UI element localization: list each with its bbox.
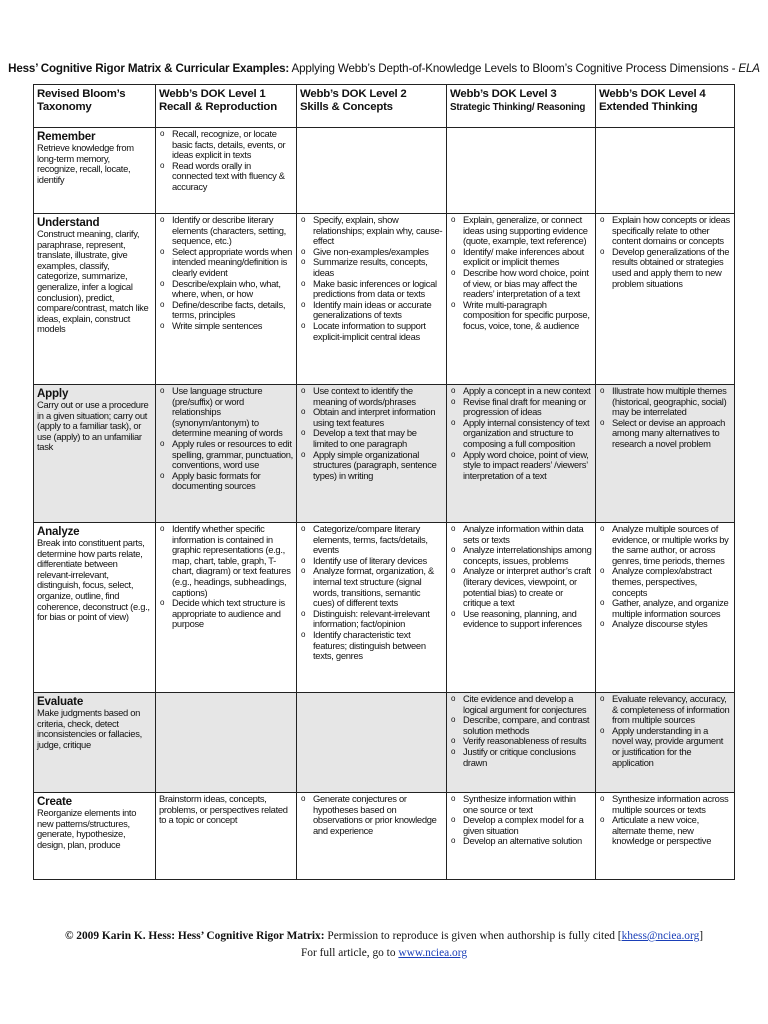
example-list: [159, 386, 293, 492]
example-list: [159, 524, 293, 630]
example-list: [450, 215, 592, 332]
bloom-cell: [34, 793, 156, 880]
list-item: o Write simple sentences: [159, 321, 293, 332]
example-list: [450, 524, 592, 630]
list-item: o Synthesize information across multiple sources or texts: [599, 794, 731, 815]
list-item: o Generate conjectures or hypotheses based on observations or prior knowledge and experience: [300, 794, 443, 836]
list-item: o Synthesize information within one source or text: [450, 794, 592, 815]
dok-level-2-cell: [297, 523, 447, 693]
header-cell: [34, 85, 156, 128]
header-line-2: Recall & Reproduction: [159, 101, 277, 113]
matrix-row-apply: [34, 385, 735, 523]
list-item: o Apply word choice, point of view, style to impact readers’ /viewers’ interpretation of a text: [450, 450, 592, 482]
list-item: o Analyze interrelationships among concepts, issues, problems: [450, 545, 592, 566]
list-item: o Describe/explain who, what, where, when, or how: [159, 279, 293, 300]
bloom-cell: [34, 214, 156, 385]
dok-level-2-cell: [297, 385, 447, 523]
dok-level-3-cell: [447, 385, 596, 523]
footer-line-2: [0, 945, 768, 962]
list-item: o Specify, explain, show relationships; explain why, cause-effect: [300, 215, 443, 247]
example-list: [300, 215, 443, 342]
example-list: [300, 794, 443, 836]
dok-level-2-cell: [297, 693, 447, 793]
dok-level-1-cell: [156, 385, 297, 523]
list-item: o Apply understanding in a novel way, provide argument or justification for the application: [599, 726, 731, 768]
matrix-row-create: [34, 793, 735, 880]
dok-level-3-cell: [447, 523, 596, 693]
list-item: o Make basic inferences or logical predictions from data or texts: [300, 279, 443, 300]
example-list: [300, 524, 443, 662]
dok-level-3-cell: [447, 128, 596, 214]
list-item: o Articulate a new voice, alternate theme, new knowledge or perspective: [599, 815, 731, 847]
list-item: o Apply simple organizational structures (paragraph, sentence types) in writing: [300, 450, 443, 482]
list-item: o Select appropriate words when intended meaning/definition is clearly evident: [159, 247, 293, 279]
dok-level-3-cell: [447, 793, 596, 880]
list-item: o Categorize/compare literary elements, terms, facts/details, events: [300, 524, 443, 556]
header-cell: [596, 85, 735, 128]
bloom-level-description: Carry out or use a procedure in a given situation; carry out (apply to a familiar task), or use (apply) to an unfamiliar task: [37, 399, 149, 453]
dok-level-4-cell: [596, 214, 735, 385]
example-list: [599, 694, 731, 768]
footer: [0, 928, 768, 962]
list-item: o Identify whether specific information is contained in graphic representations (e.g., map, chart, table, graph, T-chart, diagram) or text features (e.g., headings, subheadings, captions): [159, 524, 293, 598]
bloom-level-description: Retrieve knowledge from long-term memory, recognize, recall, locate, identify: [37, 142, 134, 185]
dok-level-3-cell: [447, 693, 596, 793]
bloom-level-name: Apply: [37, 387, 69, 400]
list-item: o Identify/ make inferences about explicit or implicit themes: [450, 247, 592, 268]
bloom-level-name: Create: [37, 795, 72, 808]
bloom-level-name: Remember: [37, 130, 96, 143]
list-item: o Cite evidence and develop a logical argument for conjectures: [450, 694, 592, 715]
dok-level-4-cell: [596, 523, 735, 693]
list-item: o Identify characteristic text features; distinguish between texts, genres: [300, 630, 443, 662]
list-item: o Develop a complex model for a given situation: [450, 815, 592, 836]
title-italic: ELA: [738, 62, 760, 75]
list-item: o Justify or critique conclusions drawn: [450, 747, 592, 768]
bloom-level-description: Construct meaning, clarify, paraphrase, represent, translate, illustrate, give examples, classify, categorize, summarize, generalize, infer a logical conclusion), predict, compare/contrast, match like ideas, explain, construct models: [37, 228, 149, 335]
matrix-row-analyze: [34, 523, 735, 693]
example-list: [599, 215, 731, 289]
dok-level-4-cell: [596, 693, 735, 793]
list-item: o Analyze multiple sources of evidence, or multiple works by the same author, or across genres, time periods, themes: [599, 524, 731, 566]
cell-text: Brainstorm ideas, concepts, problems, or perspectives related to a topic or concept: [159, 793, 288, 826]
dok-level-1-cell: [156, 523, 297, 693]
list-item: o Gather, analyze, and organize multiple information sources: [599, 598, 731, 619]
header-cell: [297, 85, 447, 128]
header-line-1: Webb’s DOK Level 4: [599, 88, 706, 100]
list-item: o Describe, compare, and contrast solution methods: [450, 715, 592, 736]
bloom-level-name: Evaluate: [37, 695, 84, 708]
bloom-cell: [34, 128, 156, 214]
list-item: o Use reasoning, planning, and evidence to support inferences: [450, 609, 592, 630]
bloom-cell: [34, 693, 156, 793]
matrix-row-evaluate: [34, 693, 735, 793]
title-text: Applying Webb’s Depth-of-Knowledge Levels to Bloom’s Cognitive Process Dimensions -: [289, 62, 739, 75]
header-line-1: Webb’s DOK Level 3: [450, 88, 557, 100]
example-list: [450, 694, 592, 768]
list-item: o Read words orally in connected text with fluency & accuracy: [159, 161, 293, 193]
matrix-row-remember: [34, 128, 735, 214]
example-list: [159, 129, 293, 193]
list-item: o Recall, recognize, or locate basic facts, details, events, or ideas explicit in texts: [159, 129, 293, 161]
list-item: o Explain how concepts or ideas specifically relate to other content domains or concepts: [599, 215, 731, 247]
dok-level-2-cell: [297, 128, 447, 214]
example-list: [300, 386, 443, 481]
header-line-1: Webb’s DOK Level 2: [300, 88, 407, 100]
example-list: [159, 215, 293, 332]
matrix-row-understand: [34, 214, 735, 385]
bloom-level-name: Understand: [37, 216, 100, 229]
list-item: o Analyze format, organization, & internal text structure (signal words, transitions, semantic cues) of different texts: [300, 566, 443, 608]
website-link[interactable]: www.nciea.org: [398, 947, 468, 959]
header-row: [34, 85, 735, 128]
example-list: [450, 386, 592, 481]
bloom-level-name: Analyze: [37, 525, 80, 538]
list-item: o Use context to identify the meaning of words/phrases: [300, 386, 443, 407]
copyright-text: © 2009 Karin K. Hess: Hess’ Cognitive Rigor Matrix:: [64, 930, 325, 942]
list-item: o Evaluate relevancy, accuracy, & completeness of information from multiple sources: [599, 694, 731, 726]
list-item: o Apply a concept in a new context: [450, 386, 592, 397]
list-item: o Decide which text structure is appropriate to audience and purpose: [159, 598, 293, 630]
list-item: o Summarize results, concepts, ideas: [300, 257, 443, 278]
list-item: o Identify use of literary devices: [300, 556, 443, 567]
bloom-cell: [34, 523, 156, 693]
list-item: o Distinguish: relevant-irrelevant information; fact/opinion: [300, 609, 443, 630]
list-item: o Analyze discourse styles: [599, 619, 731, 630]
header-cell: [156, 85, 297, 128]
dok-level-1-cell: [156, 793, 297, 880]
bracket-close: ]: [699, 930, 704, 942]
list-item: o Locate information to support explicit-implicit central ideas: [300, 321, 443, 342]
list-item: o Describe how word choice, point of view, or bias may affect the readers’ interpretation of a text: [450, 268, 592, 300]
list-item: o Analyze or interpret author’s craft (literary devices, viewpoint, or potential bias) to create or critique a text: [450, 566, 592, 608]
bloom-level-description: Reorganize elements into new patterns/structures, generate, hypothesize, design, plan, produce: [37, 807, 137, 850]
dok-level-4-cell: [596, 385, 735, 523]
bloom-cell: [34, 385, 156, 523]
list-item: o Develop a text that may be limited to one paragraph: [300, 428, 443, 449]
bloom-level-description: Break into constituent parts, determine how parts relate, differentiate between relevant-irrelevant, distinguish, focus, select, organize, outline, find coherence, deconstruct (e.g., for bias or point of view): [37, 537, 150, 623]
cognitive-rigor-matrix: [33, 84, 735, 880]
dok-level-2-cell: [297, 214, 447, 385]
header-cell: [447, 85, 596, 128]
header-line-1: Revised Bloom’s: [37, 88, 126, 100]
email-link[interactable]: khess@nciea.org: [621, 930, 700, 942]
permission-text: Permission to reproduce is given when authorship is fully cited [: [324, 930, 622, 942]
list-item: o Identify main ideas or accurate generalizations of texts: [300, 300, 443, 321]
dok-level-4-cell: [596, 793, 735, 880]
page-title: [0, 62, 768, 75]
list-item: o Give non-examples/examples: [300, 247, 443, 258]
dok-level-4-cell: [596, 128, 735, 214]
list-item: o Apply rules or resources to edit spelling, grammar, punctuation, conventions, word use: [159, 439, 293, 471]
list-item: o Verify reasonableness of results: [450, 736, 592, 747]
example-list: [450, 794, 592, 847]
list-item: o Apply internal consistency of text organization and structure to composing a full composition: [450, 418, 592, 450]
example-list: [599, 386, 731, 450]
list-item: o Identify or describe literary elements (characters, setting, sequence, etc.): [159, 215, 293, 247]
header-line-2: Skills & Concepts: [300, 101, 393, 113]
list-item: o Obtain and interpret information using text features: [300, 407, 443, 428]
list-item: o Use language structure (pre/suffix) or word relationships (synonym/antonym) to determine meaning of words: [159, 386, 293, 439]
list-item: o Analyze complex/abstract themes, perspectives, concepts: [599, 566, 731, 598]
list-item: o Revise final draft for meaning or progression of ideas: [450, 397, 592, 418]
header-line-1: Webb’s DOK Level 1: [159, 88, 266, 100]
dok-level-1-cell: [156, 128, 297, 214]
list-item: o Select or devise an approach among many alternatives to research a novel problem: [599, 418, 731, 450]
header-line-2: Strategic Thinking/ Reasoning: [450, 102, 586, 113]
example-list: [599, 794, 731, 847]
list-item: o Apply basic formats for documenting sources: [159, 471, 293, 492]
list-item: o Develop generalizations of the results obtained or strategies used and apply them to new problem situations: [599, 247, 731, 289]
list-item: o Develop an alternative solution: [450, 836, 592, 847]
list-item: o Write multi-paragraph composition for specific purpose, focus, voice, tone, & audience: [450, 300, 592, 332]
dok-level-1-cell: [156, 214, 297, 385]
dok-level-3-cell: [447, 214, 596, 385]
example-list: [599, 524, 731, 630]
header-line-2: Extended Thinking: [599, 101, 698, 113]
dok-level-2-cell: [297, 793, 447, 880]
header-line-2: Taxonomy: [37, 101, 92, 113]
bloom-level-description: Make judgments based on criteria, check, detect inconsistencies or fallacies, judge, critique: [37, 707, 142, 750]
full-article-text: For full article, go to: [300, 947, 399, 959]
list-item: o Analyze information within data sets or texts: [450, 524, 592, 545]
title-bold: Hess’ Cognitive Rigor Matrix & Curricular Examples:: [8, 62, 290, 75]
list-item: o Illustrate how multiple themes (historical, geographic, social) may be interrelated: [599, 386, 731, 418]
list-item: o Explain, generalize, or connect ideas using supporting evidence (quote, example, text reference): [450, 215, 592, 247]
footer-line-1: [0, 928, 768, 945]
list-item: o Define/describe facts, details, terms, principles: [159, 300, 293, 321]
dok-level-1-cell: [156, 693, 297, 793]
